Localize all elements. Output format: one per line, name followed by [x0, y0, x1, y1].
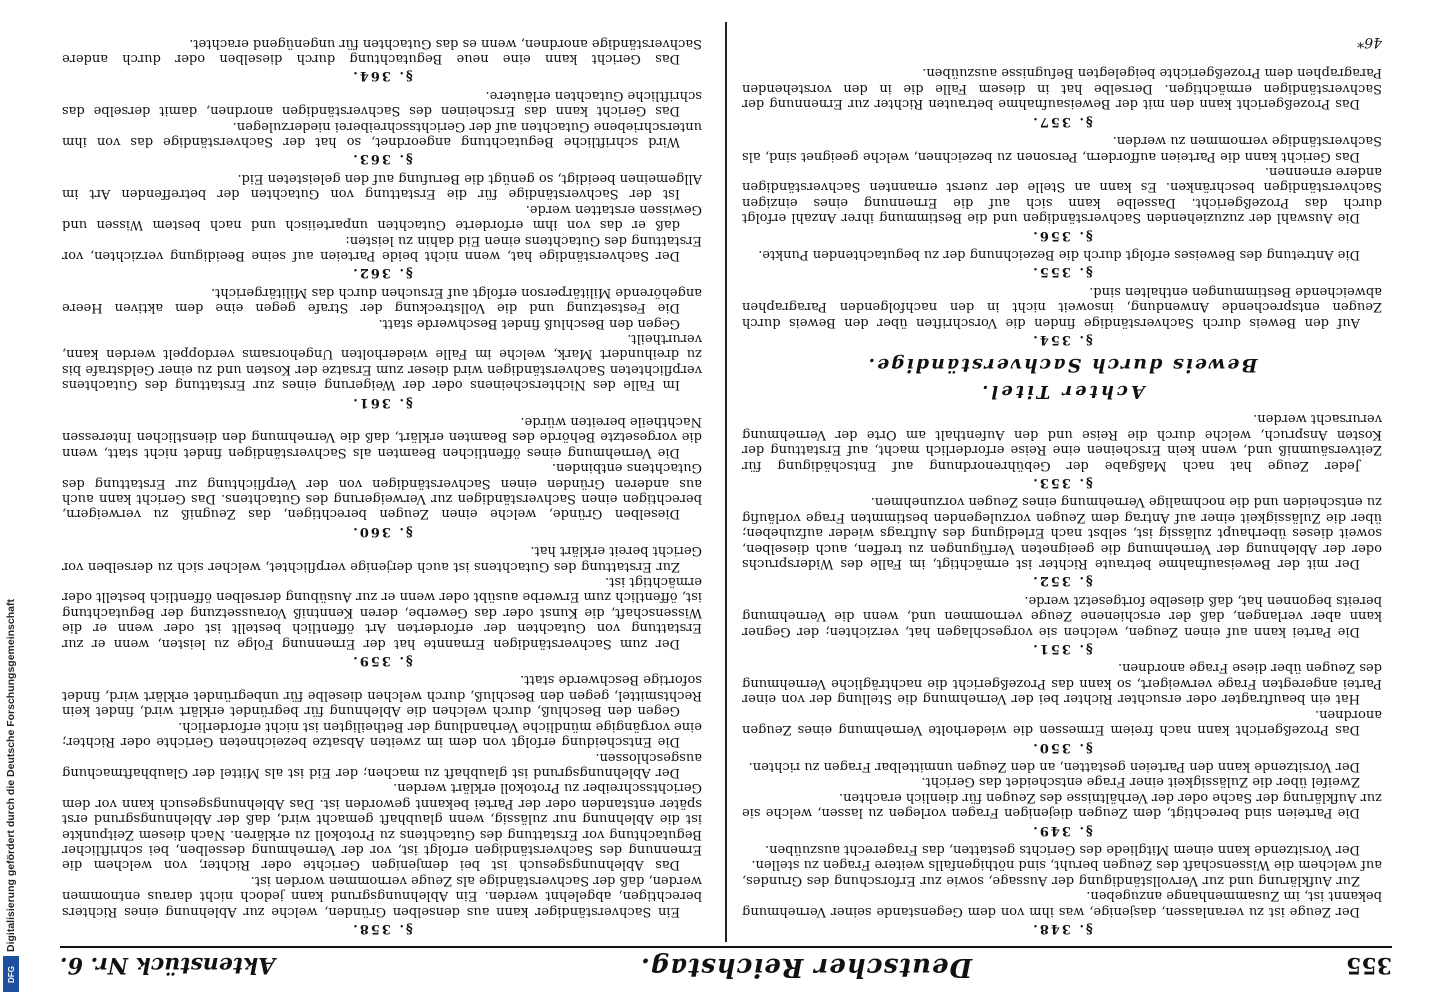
text-paragraph: Die Auswahl der zuzuziehenden Sachverständigen und die Bestimmung ihrer Anzahl erfolgt durch das Prozeßgericht. Dasselbe kann sich auf die Ernennung eines einzigen Sachverständigen beschränken. Es kann an Stelle der zuerst ernannten Sachverständigen andere ernennen.: [742, 163, 1382, 226]
text-paragraph: Jeder Zeuge hat nach Maßgabe der Gebührenordnung auf Entschädigung für Zeitversäumniß und, wenn kein Erscheinen eine Reise erforderlich macht, auf Erstattung der Kosten Anspruch, welche durch die Reise und den Aufenthalt am Orte der Vernehmung verursacht werden.: [742, 411, 1382, 473]
paragraph-number: §. 358.: [351, 921, 413, 936]
text-paragraph: Die Vernehmung eines öffentlichen Beamten als Sachverständigen findet nicht statt, wenn die vorgesetzte Behörde des Beamten erklärt, daß die Vernehmung den dienstlichen Interessen Nachtheile bereiten würde.: [62, 414, 702, 460]
text-paragraph: Das Prozeßgericht kann nach freiem Ermessen die wiederholte Vernehmung eines Zeugen anordnen.: [742, 706, 1382, 738]
text-paragraph: Die Partei kann auf einen Zeugen, welchen sie vorgeschlagen hat, verzichten; der Gegner kann aber verlangen, daß der erschienene Zeuge vernommen und, wenn die Vernehmung bereits begonnen hat, daß dieselbe fortgesetzt werde.: [742, 592, 1382, 639]
paragraph-number: §. 355.: [1031, 264, 1093, 280]
paragraph-number: §. 348.: [1031, 921, 1093, 936]
text-paragraph: Hat ein beauftragter oder ersuchter Richter bei der Vernehmung die Stellung der von einer Partei angeregten Frage verweigert, so kann das Prozeßgericht die nachträgliche Vernehmung des Zeugen über diese Frage anordnen.: [742, 660, 1382, 707]
text-paragraph: Die Parteien sind berechtigt, dem Zeugen diejenigen Fragen vorlegen zu lassen, welche sie zur Aufklärung der Sache oder der Verhältnisse des Zeugen für dienlich erachten.: [742, 789, 1382, 821]
text-paragraph: Der Ablehnungsgrund ist glaubhaft zu machen; der Eid ist als Mittel der Glaubhaftmachung ausgeschlossen.: [62, 749, 702, 780]
paragraph-number: §. 350.: [1031, 739, 1093, 755]
paragraph-number: §. 361.: [351, 394, 413, 410]
text-paragraph: Die Festsetzung und die Vollstreckung der Strafe gegen eine dem aktiven Heere angehörende Militärperson erfolgt auf Ersuchen durch das Militärgericht.: [62, 284, 702, 316]
section-subheading: Beweis durch Sachverständige.: [866, 354, 1258, 376]
page-title: Deutscher Reichstag.: [639, 952, 973, 982]
dfg-logo-text: DFG: [6, 965, 16, 983]
paragraph-number: §. 354.: [1031, 332, 1093, 347]
paragraph-number: §. 359.: [351, 653, 413, 669]
text-paragraph: Der Zeuge ist zu veranlassen, dasjenige, was ihm von dem Gegenstande seiner Vernehmung bekannt ist, im Zusammenhange anzugeben.: [742, 888, 1382, 919]
page-header: [60, 946, 1392, 986]
text-paragraph: Dieselben Gründe, welche einen Zeugen berechtigen, das Zeugniß zu verweigern, berechtigen einen Sachverständigen zur Verweigerung des Gutachtens. Das Gericht kann auch aus anderen Gründen einen Sachverständigen von der Verpflichtung zur Erstattung des Gutachtens entbinden.: [62, 460, 702, 522]
text-paragraph: Das Ablehnungsgesuch ist bei demjenigen Gerichte oder Richter, von welchem die Ernennung des Sachverständigen erfolgt ist, vor der Vernehmung desselben, bei schriftlicher Begutachtung vor Erstattung des Gutachtens zu Protokoll zu erklären. Nach diesem Zeitpunkte ist die Ablehnung nur zulässig, wenn glaubhaft gemacht wird, daß der Ablehnungsgrund erst später entstanden oder der Partei bekannt geworden ist. Das Ablehnungsgesuch kann vor dem Gerichtsschreiber zu Protokoll erklärt werden.: [62, 780, 702, 873]
text-paragraph: Zur Erstattung des Gutachtens ist auch derjenige verpflichtet, welcher sich zu derselben vor Gericht bereit erklärt hat.: [62, 543, 702, 574]
text-paragraph: Der Vorsitzende kann einem Mitgliede des Gerichts gestatten, das Fragerecht auszuüben.: [765, 841, 1360, 857]
rotated-page: [20, 0, 1432, 1000]
issue-label: Aktenstück Nr. 6.: [60, 952, 276, 978]
left-column: [742, 65, 1382, 940]
text-paragraph: Der zum Sachverständigen Ernannte hat der Ernennung Folge zu leisten, wenn er zur Erstattung von Gutachten der erforderten Art öffentlich bestellt ist oder wenn er die Wissenschaft, die Kunst oder das Gewerbe, deren Kenntniß Voraussetzung der Begutachtung ist, öffentlich zum Erwerbe ausübt oder wenn er zur Ausübung derselben öffentlich bestellt oder ermächtigt ist.: [62, 574, 702, 651]
paragraph-number: §. 353.: [1031, 475, 1093, 491]
right-column: [62, 35, 702, 940]
text-paragraph: Zweifel über die Zulässigkeit einer Frage entscheidet das Gericht.: [921, 774, 1360, 790]
credit-text: Digitalisierung gefördert durch die Deutsche Forschungsgemeinschaft: [5, 599, 17, 952]
column-divider: [725, 22, 727, 942]
text-paragraph: Das Gericht kann die Parteien auffordern, Personen zu bezeichnen, welche geeignet sind, als Sachverständige vernommen zu werden.: [742, 133, 1382, 164]
text-paragraph: Gegen den Beschluß, durch welchen die Ablehnung für begründet erklärt wird, findet kein Rechtsmittel, gegen den Beschluß, durch welchen dieselbe für unbegründet erklärt wird, findet sofortige Beschwerde statt.: [62, 672, 702, 719]
text-paragraph: Der Sachverständige hat, wenn nicht beide Parteien auf seine Beeidigung verzichten, vor Erstattung des Gutachtens einen Eid dahin zu leisten:: [62, 232, 702, 263]
digitization-credit: [0, 0, 20, 1000]
paragraph-number: §. 360.: [351, 523, 413, 539]
text-paragraph: Das Prozeßgericht kann den mit der Beweisaufnahme betrauten Richter zur Ernennung der Sachverständigen ermächtigen. Derselbe hat in diesem Falle die in den vorstehenden Paragraphen dem Prozeßgerichte beigelegten Befugnisse auszuüben.: [742, 65, 1382, 112]
text-paragraph: Auf den Beweis durch Sachverständige finden die Vorschriften über den Beweis durch Zeugen entsprechende Anwendung, insoweit nicht in den nachfolgenden Paragraphen abweichende Bestimmungen enthalten sind.: [742, 283, 1382, 330]
paragraph-number: §. 364.: [351, 68, 413, 84]
text-paragraph: Die Antretung des Beweises erfolgt durch die Bezeichnung der zu begutachtenden Punkte.: [758, 246, 1360, 262]
paragraph-number: §. 357.: [1031, 113, 1093, 129]
page-number: 355: [1346, 952, 1392, 978]
text-paragraph: Wird schriftliche Begutachtung angeordnet, so hat der Sachverständige das von ihm unterschriebene Gutachten auf der Gerichtsschreiberei niederzulegen.: [62, 118, 702, 150]
text-paragraph: Im Falle des Nichterscheinens oder der Weigerung eines zur Erstattung des Gutachtens verpflichteten Sachverständigen wird dieser zum Ersatze der Kosten und zu einer Geldstrafe bis zu dreihundert Mark, welche im Falle wiederholten Ungehorsams verdoppelt werden kann, verurtheilt.: [62, 330, 702, 393]
text-paragraph: daß er das von ihm erforderte Gutachten unparteiisch und nach bestem Wissen und Gewissen erstatten werde.: [62, 201, 702, 233]
section-heading: Achter Titel.: [979, 381, 1145, 402]
text-paragraph: Ist der Sachverständige für die Erstattung von Gutachten der betreffenden Art im Allgemeinen beeidigt, so genügt die Berufung auf den geleisteten Eid.: [62, 170, 702, 202]
text-paragraph: Gegen den Beschluß findet Beschwerde statt.: [378, 315, 680, 331]
text-paragraph: Der Vorsitzende kann den Parteien gestatten, an den Zeugen unmittelbar Fragen zu richten.: [748, 758, 1360, 774]
sheet-signature: 46*: [1357, 34, 1382, 50]
paragraph-number: §. 363.: [351, 151, 413, 167]
text-paragraph: Ein Sachverständiger kann aus denselben Gründen, welche zur Ablehnung eines Richters berechtigen, abgelehnt werden. Ein Ablehnungsgrund kann jedoch nicht daraus entnommen werden, daß der Sachverständige als Zeuge vernommen worden ist.: [62, 872, 702, 919]
text-paragraph: Der mit der Beweisaufnahme betraute Richter ist ermächtigt, im Falle des Widerspruchs oder der Ablehnung der Vernehmung die geeigneten Verfügungen zu treffen, auch dieselben, soweit dieses überhaupt zulässig ist, selbst nach Erledigung des Auftrags wieder aufzuheben; über die Zulässigkeit einer auf Antrag dem Zeugen vorzulegenden bestimmten Frage vorläufig zu entscheiden und die nochmalige Vernehmung eines Zeugen vorzunehmen.: [742, 494, 1382, 572]
text-paragraph: Das Gericht kann das Erscheinen des Sachverständigen anordnen, damit derselbe das schriftliche Gutachten erläutere.: [62, 87, 702, 119]
dfg-logo-icon: [3, 956, 19, 992]
paragraph-number: §. 352.: [1031, 573, 1093, 589]
paragraph-number: §. 356.: [1031, 227, 1093, 243]
paragraph-number: §. 351.: [1031, 641, 1093, 657]
paragraph-number: §. 349.: [1031, 822, 1093, 838]
text-paragraph: Das Gericht kann eine neue Begutachtung durch dieselben oder durch andere Sachverständige anordnen, wenn es das Gutachten für ungenügend erachtet.: [62, 35, 702, 67]
paragraph-number: §. 362.: [351, 265, 413, 281]
text-paragraph: Die Entscheidung erfolgt von dem im zweiten Absatze bezeichneten Gerichte oder Richter; eine vorgängige mündliche Verhandlung der Betheiligten ist nicht erforderlich.: [62, 718, 702, 750]
text-paragraph: Zur Aufklärung und zur Vervollständigung der Aussage, sowie zur Erforschung des Grundes, auf welchem die Wissenschaft des Zeugen beruht, sind nöthigenfalls weitere Fragen zu stellen.: [742, 857, 1382, 888]
